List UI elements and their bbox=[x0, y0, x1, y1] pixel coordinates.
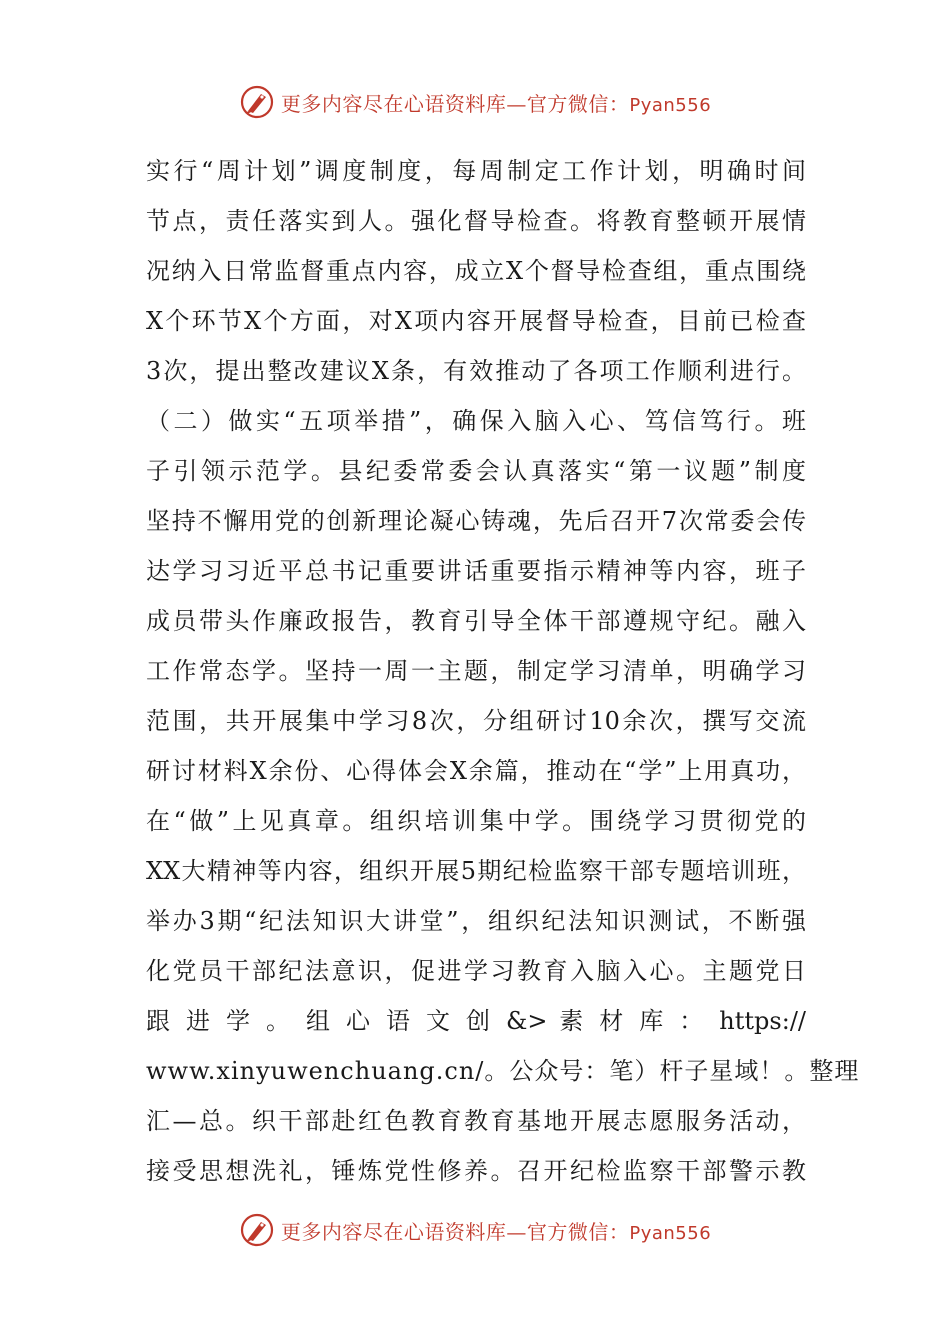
footer-banner-handle: Pyan556 bbox=[629, 1222, 712, 1244]
body-line: 研讨材料X余份、心得体会X余篇，推动在“学”上用真功， bbox=[146, 757, 806, 785]
header-banner bbox=[0, 82, 950, 122]
body-line: 3次，提出整改建议X条，有效推动了各项工作顺利进行。 bbox=[146, 357, 806, 385]
body-line: 跟 进 学 。 组 心 语 文 创 &> 素 材 库 ： https:// bbox=[146, 1007, 806, 1035]
body-line: 举办3期“纪法知识大讲堂”，组织纪法知识测试，不断强 bbox=[146, 907, 806, 935]
body-line: 达学习习近平总书记重要讲话重要指示精神等内容，班子 bbox=[146, 557, 806, 585]
body-line: 在“做”上见真章。组织培训集中学。围绕学习贯彻党的 bbox=[146, 807, 806, 835]
body-line: 实行“周计划”调度制度，每周制定工作计划，明确时间 bbox=[146, 157, 806, 185]
pen-nib-logo-icon bbox=[239, 1212, 275, 1248]
body-line: 接受思想洗礼，锤炼党性修养。召开纪检监察干部警示教 bbox=[146, 1157, 806, 1185]
body-line: 坚持不懈用党的创新理论凝心铸魂，先后召开7次常委会传 bbox=[146, 507, 806, 535]
body-line: （二）做实“五项举措”，确保入脑入心、笃信笃行。班 bbox=[146, 407, 806, 435]
body-line: 况纳入日常监督重点内容，成立X个督导检查组，重点围绕 bbox=[146, 257, 806, 285]
body-line: www.xinyuwenchuang.cn/。公众号：笔）杆子星域！。整理 bbox=[146, 1057, 860, 1085]
header-banner-handle: Pyan556 bbox=[629, 94, 712, 116]
footer-banner-label: 更多内容尽在心语资料库—官方微信： bbox=[280, 1219, 630, 1244]
body-line: 汇—总。织干部赴红色教育教育基地开展志愿服务活动， bbox=[146, 1107, 806, 1135]
body-line: 子引领示范学。县纪委常委会认真落实“第一议题”制度 bbox=[146, 457, 806, 485]
footer-banner bbox=[0, 1210, 950, 1250]
body-line: X个环节X个方面，对X项内容开展督导检查，目前已检查 bbox=[146, 307, 806, 335]
body-line: 成员带头作廉政报告，教育引导全体干部遵规守纪。融入 bbox=[146, 607, 806, 635]
body-line: 工作常态学。坚持一周一主题，制定学习清单，明确学习 bbox=[146, 657, 806, 685]
body-line: XX大精神等内容，组织开展5期纪检监察干部专题培训班， bbox=[146, 857, 806, 885]
header-banner-label: 更多内容尽在心语资料库—官方微信： bbox=[280, 91, 630, 116]
document-body bbox=[146, 146, 860, 1196]
footer-banner-text bbox=[281, 1216, 711, 1245]
body-line: 化党员干部纪法意识，促进学习教育入脑入心。主题党日 bbox=[146, 957, 806, 985]
body-line: 范围，共开展集中学习8次，分组研讨10余次，撰写交流 bbox=[146, 707, 806, 735]
header-banner-text bbox=[281, 88, 711, 117]
pen-nib-logo-icon bbox=[239, 84, 275, 120]
body-line: 节点，责任落实到人。强化督导检查。将教育整顿开展情 bbox=[146, 207, 806, 235]
